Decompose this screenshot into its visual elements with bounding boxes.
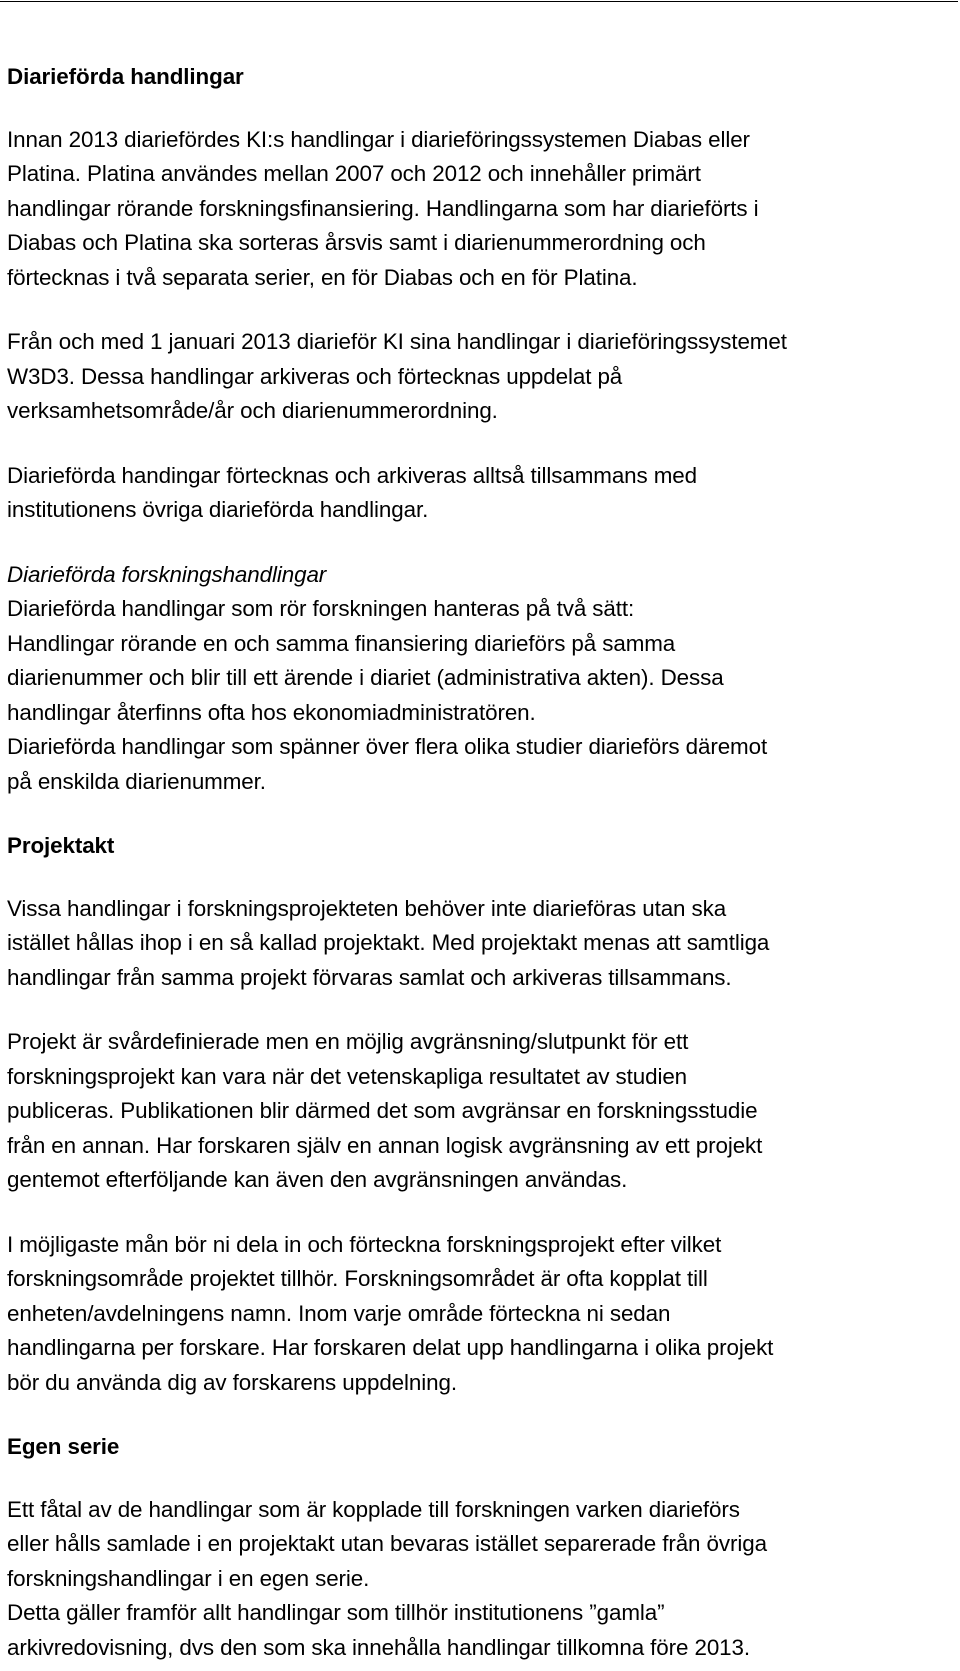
paragraph — [7, 892, 953, 996]
text-line: publiceras. Publikationen blir därmed det som avgränsar en forskningsstudie — [7, 1098, 758, 1123]
text-line: Handlingar rörande en och samma finansiering diarieförs på samma — [7, 630, 676, 656]
paragraph — [7, 592, 953, 799]
text-line: verksamhetsområde/år och diarienummerordning. — [7, 398, 498, 423]
text-line: från en annan. Har forskaren själv en annan logisk avgränsning av ett projekt — [7, 1132, 763, 1158]
top-rule — [0, 1, 958, 2]
heading-diarieforda-handlingar: Diarieförda handlingar — [7, 64, 244, 89]
text-line: Diabas och Platina ska sorteras årsvis samt i diarienummerordning och — [7, 230, 706, 255]
text-line: W3D3. Dessa handlingar arkiveras och förtecknas uppdelat på — [7, 363, 623, 389]
text-line: I möjligaste mån bör ni dela in och förteckna forskningsprojekt efter vilket — [7, 1231, 722, 1257]
text-line: handlingar rörande forskningsfinansiering. Handlingarna som har diarieförts i — [7, 195, 759, 221]
text-line: Från och med 1 januari 2013 diarieför KI sina handlingar i diarieföringssystemet — [7, 329, 787, 354]
paragraph — [7, 459, 953, 528]
paragraph — [7, 1228, 953, 1401]
text-line: Vissa handlingar i forskningsprojekteten behöver inte diarieföras utan ska — [7, 895, 727, 921]
text-line: handlingar återfinns ofta hos ekonomiadministratören. — [7, 699, 536, 725]
text-line: istället hållas ihop i en så kallad projektakt. Med projektakt menas att samtliga — [7, 930, 770, 955]
text-line: enheten/avdelningens namn. Inom varje område förteckna ni sedan — [7, 1300, 671, 1326]
heading-projektakt: Projektakt — [7, 833, 115, 858]
heading-egen-serie: Egen serie — [7, 1434, 120, 1459]
text-line: arkivredovisning, dvs den som ska innehålla handlingar tillkomna före 2013. — [7, 1634, 751, 1660]
document-page — [7, 60, 953, 1665]
text-line: Diarieförda handlingar som spänner över flera olika studier diarieförs däremot — [7, 734, 768, 759]
text-line: handlingarna per forskare. Har forskaren delat upp handlingarna i olika projekt — [7, 1335, 774, 1360]
text-line: forskningsprojekt kan vara när det vetenskapliga resultatet av studien — [7, 1063, 688, 1089]
text-line: Innan 2013 diariefördes KI:s handlingar i diarieföringssystemen Diabas eller — [7, 126, 750, 152]
text-line: Platina. Platina användes mellan 2007 och 2012 och innehåller primärt — [7, 161, 701, 186]
text-line: eller hålls samlade i en projektakt utan bevaras istället separerade från övriga — [7, 1531, 767, 1556]
text-line: förtecknas i två separata serier, en för Diabas och en för Platina. — [7, 264, 638, 290]
text-line: diarienummer och blir till ett ärende i diariet (administrativa akten). Dessa — [7, 665, 724, 690]
text-line: Diarieförda handlingar som rör forskningen hanteras på två sätt: — [7, 596, 635, 621]
text-line: forskningshandlingar i en egen serie. — [7, 1565, 370, 1591]
text-line: gentemot efterföljande kan även den avgränsningen användas. — [7, 1167, 628, 1192]
text-line: Ett fåtal av de handlingar som är kopplade till forskningen varken diarieförs — [7, 1496, 740, 1522]
text-line: institutionens övriga diarieförda handlingar. — [7, 497, 429, 522]
paragraph — [7, 123, 953, 296]
text-line: Diarieförda handingar förtecknas och arkiveras alltså tillsammans med — [7, 462, 698, 488]
text-line: handlingar från samma projekt förvaras samlat och arkiveras tillsammans. — [7, 964, 732, 990]
paragraph — [7, 1493, 953, 1666]
text-line: Detta gäller framför allt handlingar som tillhör institutionens ”gamla” — [7, 1600, 665, 1625]
text-line: bör du använda dig av forskarens uppdelning. — [7, 1369, 457, 1395]
text-line: på enskilda diarienummer. — [7, 768, 266, 794]
text-line: Projekt är svårdefinierade men en möjlig avgränsning/slutpunkt för ett — [7, 1029, 689, 1054]
text-line: forskningsområde projektet tillhör. Forskningsområdet är ofta kopplat till — [7, 1266, 708, 1291]
paragraph — [7, 325, 953, 429]
subheading-diarieforda-forskningshandlingar: Diarieförda forskningshandlingar — [7, 561, 327, 587]
paragraph — [7, 1025, 953, 1198]
